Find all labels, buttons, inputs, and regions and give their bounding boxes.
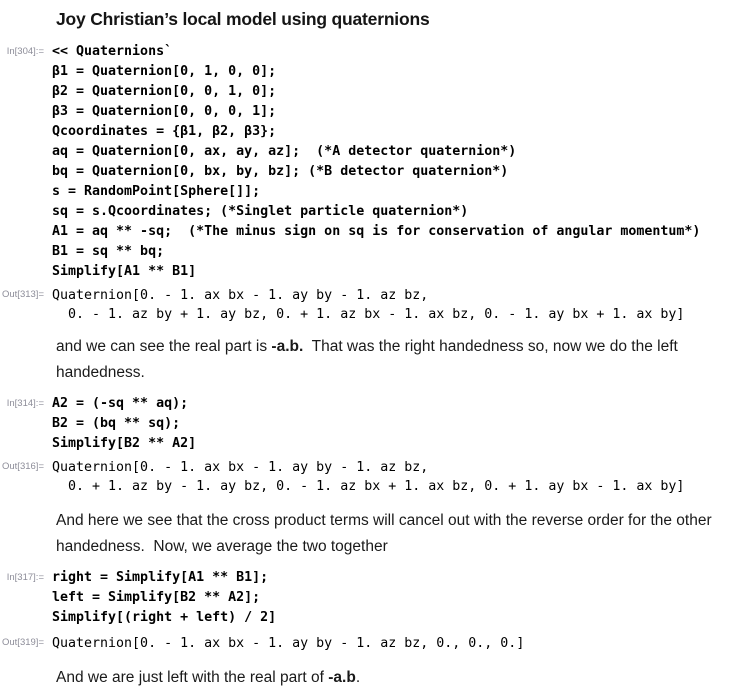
output-block bbox=[44, 286, 684, 324]
output-cell-319 bbox=[0, 634, 738, 653]
notebook-title: Joy Christian’s local model using quaternions bbox=[56, 9, 430, 29]
output-line: 0. + 1. az by - 1. ay bz, 0. - 1. az bx + 1. ax bz, 0. + 1. ay bx - 1. ax by] bbox=[52, 479, 685, 494]
cell-label-out316: Out[316]= bbox=[2, 461, 44, 472]
code-line[interactable]: << Quaternions` bbox=[52, 44, 173, 59]
code-line[interactable]: bq = Quaternion[0, bx, by, bz]; (*B detector quaternion*) bbox=[52, 164, 509, 179]
code-line[interactable]: β3 = Quaternion[0, 0, 0, 1]; bbox=[52, 104, 277, 119]
code-line[interactable]: Qcoordinates = {β1, β2, β3}; bbox=[52, 124, 277, 139]
input-cell-314 bbox=[0, 394, 738, 454]
code-line[interactable]: Simplify[A1 ** B1] bbox=[52, 264, 197, 279]
text-paragraph bbox=[56, 665, 728, 691]
code-line[interactable]: aq = Quaternion[0, ax, ay, az]; (*A detector quaternion*) bbox=[52, 144, 517, 159]
output-line: Quaternion[0. - 1. ax bx - 1. ay by - 1. az bz, bbox=[52, 460, 429, 475]
code-line[interactable]: B2 = (bq ** sq); bbox=[52, 416, 181, 431]
input-code-block bbox=[44, 42, 700, 282]
cell-label-out313: Out[313]= bbox=[2, 289, 44, 300]
output-line: Quaternion[0. - 1. ax bx - 1. ay by - 1. az bz, bbox=[52, 288, 429, 303]
text-segment: That was the right handedness so, now we do the left bbox=[303, 338, 678, 355]
code-line[interactable]: B1 = sq ** bq; bbox=[52, 244, 165, 259]
text-segment: and we can see the real part is bbox=[56, 338, 272, 355]
text-segment-bold: -a.b. bbox=[271, 338, 304, 355]
output-line: 0. - 1. az by + 1. ay bz, 0. + 1. az bx - 1. ax bz, 0. - 1. ay bx + 1. ax by] bbox=[52, 307, 685, 322]
code-line[interactable]: β1 = Quaternion[0, 1, 0, 0]; bbox=[52, 64, 277, 79]
code-line[interactable]: Simplify[B2 ** A2] bbox=[52, 436, 197, 451]
code-line[interactable]: β2 = Quaternion[0, 0, 1, 0]; bbox=[52, 84, 277, 99]
output-cell-313 bbox=[0, 286, 738, 324]
text-segment: . bbox=[355, 669, 361, 686]
text-segment: handedness. Now, we average the two together bbox=[56, 538, 388, 555]
output-block bbox=[44, 458, 684, 496]
output-block bbox=[44, 634, 524, 653]
code-line[interactable]: left = Simplify[B2 ** A2]; bbox=[52, 590, 261, 605]
output-line: Quaternion[0. - 1. ax bx - 1. ay by - 1. az bz, 0., 0., 0.] bbox=[52, 636, 525, 651]
input-code-block bbox=[44, 568, 276, 628]
cell-label-in304: In[304]:= bbox=[6, 46, 44, 57]
text-segment: handedness. bbox=[56, 364, 145, 381]
code-line[interactable]: sq = s.Qcoordinates; (*Singlet particle quaternion*) bbox=[52, 204, 469, 219]
cell-label-in314: In[314]:= bbox=[6, 398, 44, 409]
code-line[interactable]: A1 = aq ** -sq; (*The minus sign on sq is for conservation of angular momentum*) bbox=[52, 224, 701, 239]
cell-label-in317: In[317]:= bbox=[6, 572, 44, 583]
text-paragraph bbox=[56, 508, 728, 560]
text-segment-bold: -a.b bbox=[328, 669, 356, 686]
output-cell-316 bbox=[0, 458, 738, 496]
code-line[interactable]: Simplify[(right + left) / 2] bbox=[52, 610, 277, 625]
text-paragraph bbox=[56, 334, 728, 386]
text-segment: And here we see that the cross product terms will cancel out with the reverse order for the other bbox=[56, 512, 712, 529]
input-cell-317 bbox=[0, 568, 738, 628]
input-cell-304 bbox=[0, 42, 738, 282]
cell-label-out319: Out[319]= bbox=[2, 637, 44, 648]
code-line[interactable]: A2 = (-sq ** aq); bbox=[52, 396, 189, 411]
input-code-block bbox=[44, 394, 196, 454]
code-line[interactable]: s = RandomPoint[Sphere[]]; bbox=[52, 184, 261, 199]
text-segment: And we are just left with the real part of bbox=[56, 669, 329, 686]
code-line[interactable]: right = Simplify[A1 ** B1]; bbox=[52, 570, 269, 585]
